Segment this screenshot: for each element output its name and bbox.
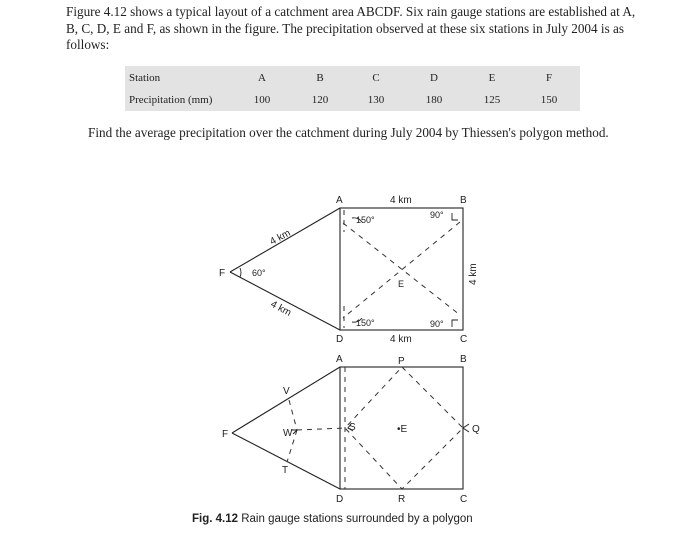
value-cell: 180 — [425, 94, 443, 106]
dimension-top: 4 km — [390, 195, 412, 206]
label-R: R — [398, 494, 406, 505]
angle-C-label: 90° — [430, 319, 444, 329]
station-cell: A — [258, 72, 266, 84]
value-cell: 130 — [367, 94, 385, 106]
label-B-bottom: B — [460, 354, 467, 365]
value-cell: 150 — [540, 94, 558, 106]
arc-angle-B — [452, 213, 458, 220]
caption-number: Fig. 4.12 — [192, 513, 239, 525]
station-cell: E — [488, 72, 496, 84]
dimension-right: 4 km — [468, 263, 479, 285]
label-P: P — [398, 356, 405, 367]
bottom-dashed-polygon — [287, 367, 463, 489]
dimension-left-upper: 4 km — [268, 227, 293, 248]
label-Q: Q — [472, 424, 480, 435]
dimension-left-lower: 4 km — [268, 298, 293, 319]
table-value-label: Precipitation (mm) — [129, 94, 213, 106]
label-A-top: A — [336, 195, 343, 206]
label-C-top: C — [460, 334, 468, 345]
label-F-top: F — [219, 268, 226, 279]
label-D-bottom: D — [336, 494, 344, 505]
angle-D-label: 150° — [356, 318, 375, 328]
question-text: Find the average precipitation over the catchment during July 2004 by Thiessen's polygon method. — [88, 125, 609, 140]
arc-angle-F — [240, 268, 241, 277]
label-B-top: B — [460, 195, 467, 206]
edge-A-F-bottom — [232, 367, 340, 433]
label-C-bottom: C — [460, 494, 468, 505]
arrow-Q — [463, 424, 469, 432]
value-cell: 120 — [311, 94, 329, 106]
angle-F-label: 60° — [252, 268, 266, 278]
edge-D-F — [230, 272, 340, 330]
angle-B-label: 90° — [430, 210, 444, 220]
label-S: S — [349, 422, 356, 433]
table-header-label: Station — [129, 72, 161, 84]
top-dashed-lines — [343, 210, 460, 328]
dimension-bottom: 4 km — [390, 334, 412, 345]
caption-text: Rain gauge stations surrounded by a polygon — [241, 513, 473, 525]
label-E-bottom: •E — [397, 424, 408, 435]
dashed-v-w — [289, 400, 297, 430]
label-A-bottom: A — [336, 354, 343, 365]
angle-A-label: 150° — [356, 215, 375, 225]
label-W: W — [283, 428, 293, 439]
station-cell: F — [545, 72, 553, 84]
station-cell: B — [316, 72, 324, 84]
label-E-top: E — [398, 279, 405, 289]
figure-caption — [192, 513, 592, 525]
dashed-w-s — [297, 428, 345, 430]
value-cell: 125 — [483, 94, 501, 106]
label-T: T — [282, 465, 289, 476]
label-F-bottom: F — [222, 429, 229, 440]
station-cell: C — [372, 72, 380, 84]
edge-D-F-bottom — [232, 433, 340, 489]
label-D-top: D — [336, 334, 344, 345]
intro-paragraph: Figure 4.12 shows a typical layout of a catchment area ABCDF. Six rain gauge stations are established at A, B, C, D, E and F, as shown in the figure. The precipitation observed at these six stations in July 2004 is as follows: — [66, 4, 636, 52]
station-cell: D — [430, 72, 438, 84]
arc-angle-C — [452, 320, 458, 327]
value-cell: 100 — [253, 94, 271, 106]
label-V: V — [283, 386, 290, 397]
